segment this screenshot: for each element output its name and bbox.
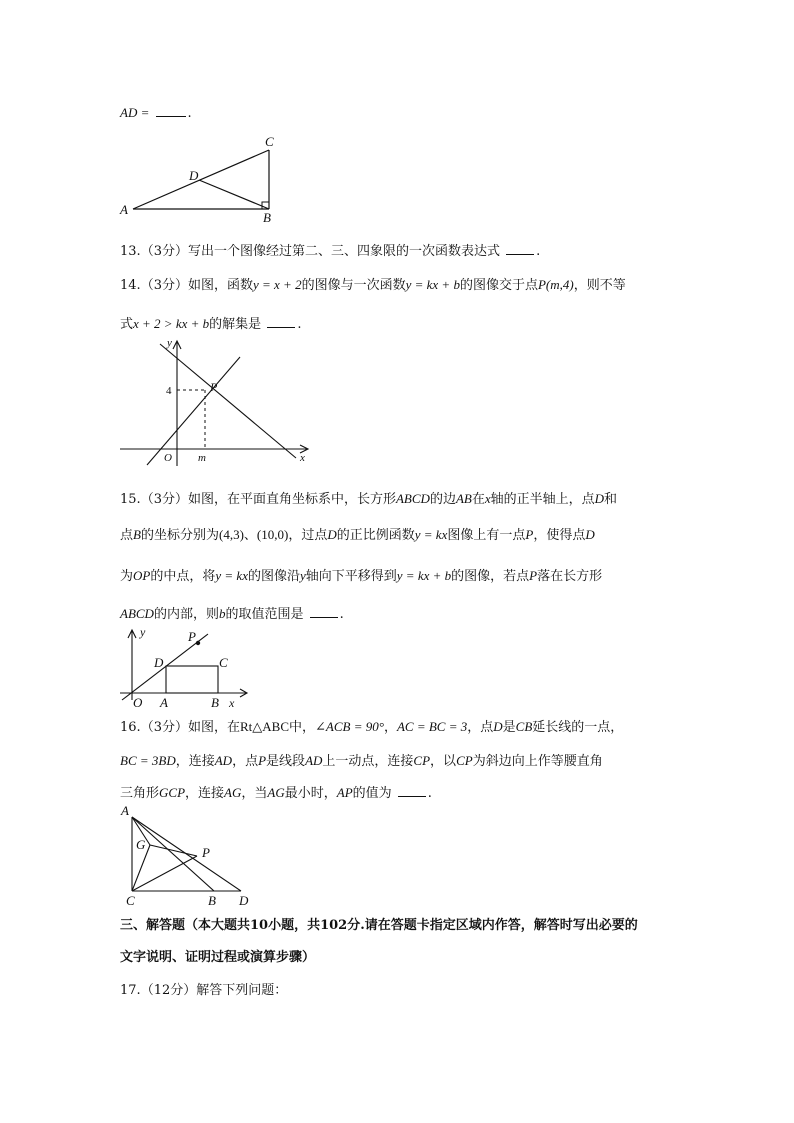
q16-text: ，连接 xyxy=(175,754,215,769)
q16-text: 中， xyxy=(289,720,316,735)
q15-text: 轴向下平移得到 xyxy=(305,569,397,584)
fig12-label-d: D xyxy=(189,168,199,183)
q15-text: ，使得点 xyxy=(533,528,586,543)
q15-text: 点 xyxy=(120,528,134,543)
q16-text: 延长线的一点， xyxy=(532,720,624,735)
fig12-label-c: C xyxy=(265,134,274,149)
q16-text: ，连接 xyxy=(185,786,225,801)
fig12-label-a: A xyxy=(120,202,128,217)
q15-math: (10,0) xyxy=(256,527,289,542)
q16-text: ，当 xyxy=(241,786,268,801)
q16-math: D xyxy=(493,719,503,734)
q12-ad-label: AD = xyxy=(120,105,150,120)
q14-formula-2: y = kx + b xyxy=(405,277,460,292)
fig14-label-4: 4 xyxy=(166,385,172,397)
fig15-label-origin: O xyxy=(133,695,143,710)
q15-text: 的正比例函数 xyxy=(336,528,415,543)
section3-heading-line1: 三、解答题（本大题共10小题，共102分.请在答题卡指定区域内作答，解答时写出必要的 xyxy=(120,918,638,933)
q15-line4: ABCD的内部，则b的取值范围是 . xyxy=(120,606,344,622)
q16-math: AC = BC = 3 xyxy=(396,719,468,734)
q15-text: 的边 xyxy=(429,492,456,507)
fig15-label-y: y xyxy=(140,625,146,639)
fig16-label-g: G xyxy=(136,837,146,852)
q16-math: AD xyxy=(305,753,323,768)
q16-math: GCP xyxy=(159,785,186,800)
q14-inequality: x + 2 > kx + b xyxy=(133,316,210,331)
fig16-segment-cp xyxy=(132,856,197,891)
q14-text: 的解集是 xyxy=(209,317,262,332)
q16-text: 三角形 xyxy=(120,786,160,801)
q15-text: ，过点 xyxy=(288,528,328,543)
q14-text: 的图像交于点 xyxy=(459,278,538,293)
q16-text: ，以 xyxy=(430,754,457,769)
q16-math: CP xyxy=(456,753,473,768)
fig14-label-y: y xyxy=(167,337,172,349)
q14-point-p: P(m,4) xyxy=(537,277,574,292)
q16-math: BC = 3BD xyxy=(120,753,176,768)
q15-text: 的坐标分别为 xyxy=(140,528,219,543)
q17 xyxy=(120,979,287,998)
q15-math: P xyxy=(529,568,538,583)
q13-number: 13. xyxy=(120,244,141,259)
q17-number: 17. xyxy=(120,983,141,998)
q16-math: AP xyxy=(336,785,353,800)
q15-math: b xyxy=(218,606,226,621)
section3-heading-line2: 文字说明、证明过程或演算步骤） xyxy=(120,950,316,965)
q15-text: 、 xyxy=(243,528,257,543)
fig14-label-p: P xyxy=(210,380,218,394)
fig15-label-c: C xyxy=(219,655,228,670)
q15-text: 如图，在平面直角坐标系中，长方形 xyxy=(187,492,396,507)
q15-text: 的中点，将 xyxy=(150,569,216,584)
fig16-label-c: C xyxy=(126,893,135,908)
fig14-label-origin: O xyxy=(164,452,172,464)
q15-math: y = kx + b xyxy=(396,568,452,583)
fig16-label-b: B xyxy=(208,893,216,908)
q16-number: 16. xyxy=(120,720,141,735)
q15-math: OP xyxy=(133,568,151,583)
q16-text: ，点 xyxy=(467,720,494,735)
q16-math: AG xyxy=(224,785,242,800)
q15-text: 的内部，则 xyxy=(153,607,219,622)
q16-text: 的值为 xyxy=(352,786,392,801)
q16-math: Rt△ABC xyxy=(239,719,289,734)
fig15-label-b: B xyxy=(211,695,219,710)
q14-score: （3分） xyxy=(140,278,188,293)
q14-formula-1: y = x + 2 xyxy=(252,277,302,292)
q15-math: B xyxy=(133,527,141,542)
q16-score: （3分） xyxy=(140,720,188,735)
q14-text: ，则不等 xyxy=(573,278,626,293)
q16-math: AD xyxy=(214,753,233,768)
q15-math: ABCD xyxy=(120,606,154,621)
fig12-label-b: B xyxy=(263,210,271,225)
fig15-label-x: x xyxy=(229,696,235,710)
q13-score: （3分） xyxy=(140,244,188,259)
q16-math: P xyxy=(258,753,267,768)
fig14-label-m: m xyxy=(198,452,206,464)
q17-text: 解答下列问题： xyxy=(196,983,288,998)
q14-line2: 式x + 2 > kx + b的解集是 . xyxy=(120,316,302,332)
q15-math: D xyxy=(327,527,337,542)
q12-answer-line: AD = . xyxy=(120,105,192,121)
q16-text: 如图，在 xyxy=(187,720,240,735)
q14-text: 式 xyxy=(120,317,134,332)
q16-line3: 三角形GCP，连接AG，当AG最小时，AP的值为 . xyxy=(120,785,432,801)
fig15-label-p: P xyxy=(188,629,196,644)
q15-text: 图像上有一点 xyxy=(447,528,526,543)
q16-math: AG xyxy=(267,785,285,800)
q15-math: ABCD xyxy=(395,491,430,506)
q15-math: P xyxy=(525,527,534,542)
q16-text: 最小时， xyxy=(284,786,337,801)
q16-text: 上一动点，连接 xyxy=(322,754,414,769)
q15-text: 轴的正半轴上，点 xyxy=(490,492,595,507)
q16-text: 是线段 xyxy=(266,754,306,769)
q13: 13.（3分）写出一个图像经过第二、三、四象限的一次函数表达式 . xyxy=(120,244,541,259)
q15-score: （3分） xyxy=(140,492,188,507)
q15-math: y = kx xyxy=(414,527,448,542)
q15-text: 落在长方形 xyxy=(537,569,603,584)
fig15-label-d: D xyxy=(154,655,164,670)
q15-text: 的图像沿 xyxy=(247,569,300,584)
q16-math: ∠ACB = 90° xyxy=(315,719,384,734)
fig16-label-a: A xyxy=(121,803,129,818)
q15-math: y xyxy=(299,568,306,583)
q15-text: 的取值范围是 xyxy=(225,607,304,622)
q14-text: 如图，函数 xyxy=(187,278,253,293)
q16-text: 为斜边向上作等腰直角 xyxy=(472,754,603,769)
q15-math: AB xyxy=(455,491,472,506)
q15-math: D xyxy=(585,527,595,542)
q15-text: 在 xyxy=(471,492,485,507)
q17-score: （12分） xyxy=(140,983,197,998)
q15-math: x xyxy=(484,491,491,506)
q15-text: 和 xyxy=(604,492,618,507)
q15-math: D xyxy=(594,491,605,506)
q16-text: 是 xyxy=(502,720,516,735)
fig14-label-x: x xyxy=(300,452,305,464)
q15-text: 为 xyxy=(120,569,134,584)
q15-text: 的图像，若点 xyxy=(451,569,530,584)
q16-text: ，点 xyxy=(232,754,259,769)
q14-number: 14. xyxy=(120,278,141,293)
q16-text: ， xyxy=(383,720,397,735)
q15-number: 15. xyxy=(120,492,141,507)
fig16-label-d: D xyxy=(239,893,249,908)
q16-math: CB xyxy=(515,719,533,734)
fig16-label-p: P xyxy=(202,845,210,860)
q15-math: y = kx xyxy=(215,568,248,583)
fig15-label-a: A xyxy=(160,695,168,710)
q14-text: 的图像与一次函数 xyxy=(301,278,406,293)
q16-math: CP xyxy=(413,753,431,768)
q13-text: 写出一个图像经过第二、三、四象限的一次函数表达式 xyxy=(187,244,500,259)
q15-math: (4,3) xyxy=(218,527,244,542)
